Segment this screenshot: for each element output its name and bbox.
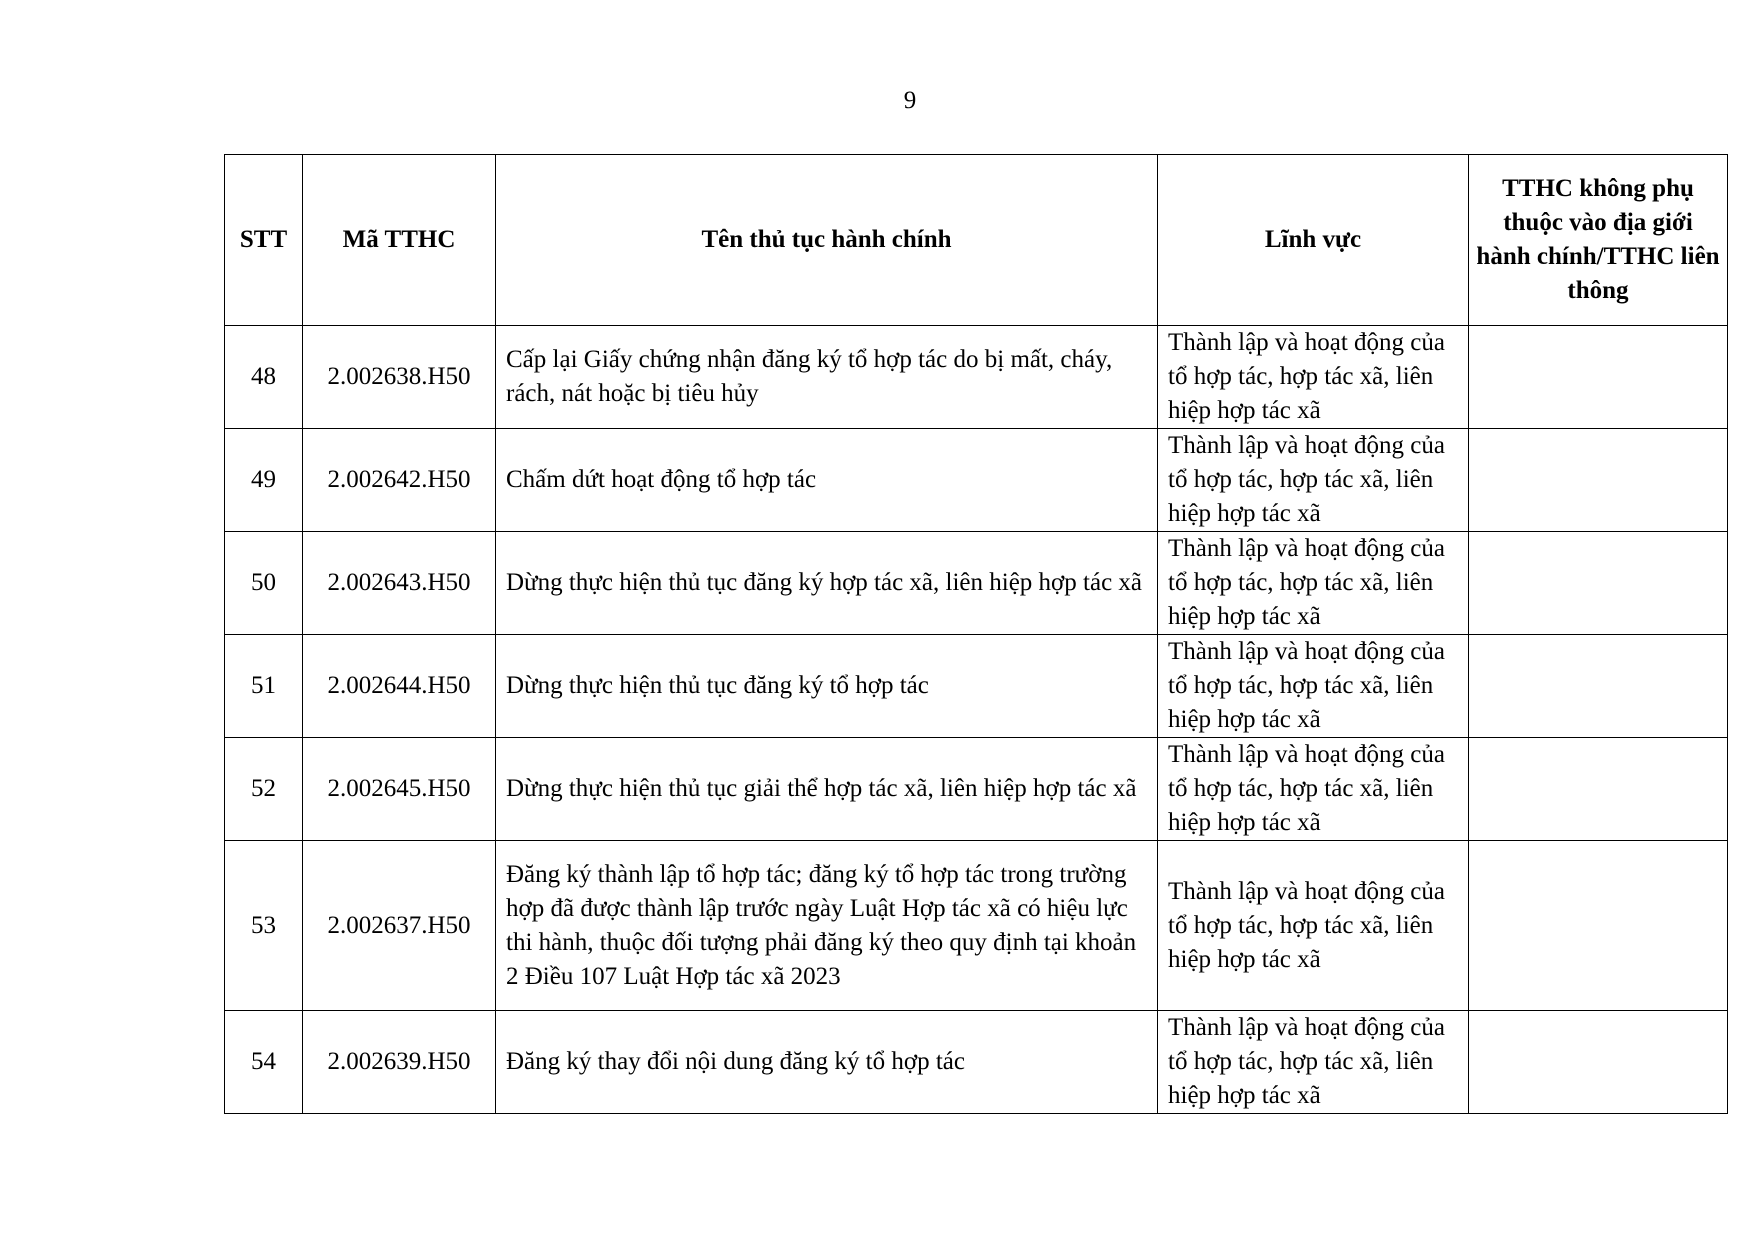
cell-procedure-name: Cấp lại Giấy chứng nhận đăng ký tổ hợp tác do bị mất, cháy, rách, nát hoặc bị tiêu hủy xyxy=(496,326,1158,429)
table-row xyxy=(225,326,1728,429)
cell-code: 2.002643.H50 xyxy=(303,532,496,635)
table-row xyxy=(225,429,1728,532)
page-number: 9 xyxy=(903,87,917,114)
table-row xyxy=(225,532,1728,635)
cell-note xyxy=(1469,326,1728,429)
cell-field: Thành lập và hoạt động của tổ hợp tác, hợp tác xã, liên hiệp hợp tác xã xyxy=(1158,635,1469,738)
cell-field: Thành lập và hoạt động của tổ hợp tác, hợp tác xã, liên hiệp hợp tác xã xyxy=(1158,326,1469,429)
cell-note xyxy=(1469,1011,1728,1114)
cell-stt: 54 xyxy=(225,1011,303,1114)
cell-procedure-name: Dừng thực hiện thủ tục đăng ký hợp tác xã, liên hiệp hợp tác xã xyxy=(496,532,1158,635)
cell-code: 2.002639.H50 xyxy=(303,1011,496,1114)
cell-field: Thành lập và hoạt động của tổ hợp tác, hợp tác xã, liên hiệp hợp tác xã xyxy=(1158,738,1469,841)
cell-note xyxy=(1469,738,1728,841)
cell-stt: 50 xyxy=(225,532,303,635)
cell-procedure-name: Chấm dứt hoạt động tổ hợp tác xyxy=(496,429,1158,532)
cell-field: Thành lập và hoạt động của tổ hợp tác, hợp tác xã, liên hiệp hợp tác xã xyxy=(1158,1011,1469,1114)
header-code: Mã TTHC xyxy=(303,155,496,326)
cell-code: 2.002642.H50 xyxy=(303,429,496,532)
table-row xyxy=(225,738,1728,841)
cell-code: 2.002637.H50 xyxy=(303,841,496,1011)
cell-code: 2.002644.H50 xyxy=(303,635,496,738)
table-row xyxy=(225,841,1728,1011)
cell-note xyxy=(1469,635,1728,738)
cell-note xyxy=(1469,429,1728,532)
header-stt: STT xyxy=(225,155,303,326)
cell-procedure-name: Dừng thực hiện thủ tục đăng ký tổ hợp tác xyxy=(496,635,1158,738)
cell-procedure-name: Đăng ký thành lập tổ hợp tác; đăng ký tổ hợp tác trong trường hợp đã được thành lập trước ngày Luật Hợp tác xã có hiệu lực thi hành, thuộc đối tượng phải đăng ký theo quy định tại khoản 2 Điều 107 Luật Hợp tác xã 2023 xyxy=(496,841,1158,1011)
cell-stt: 48 xyxy=(225,326,303,429)
cell-procedure-name: Đăng ký thay đổi nội dung đăng ký tổ hợp tác xyxy=(496,1011,1158,1114)
procedures-table xyxy=(224,154,1728,1114)
table-row xyxy=(225,1011,1728,1114)
header-procedure-name: Tên thủ tục hành chính xyxy=(496,155,1158,326)
header-field: Lĩnh vực xyxy=(1158,155,1469,326)
cell-field: Thành lập và hoạt động của tổ hợp tác, hợp tác xã, liên hiệp hợp tác xã xyxy=(1158,841,1469,1011)
cell-field: Thành lập và hoạt động của tổ hợp tác, hợp tác xã, liên hiệp hợp tác xã xyxy=(1158,429,1469,532)
cell-code: 2.002645.H50 xyxy=(303,738,496,841)
table-header-row xyxy=(225,155,1728,326)
header-note: TTHC không phụ thuộc vào địa giới hành chính/TTHC liên thông xyxy=(1469,155,1728,326)
cell-procedure-name: Dừng thực hiện thủ tục giải thể hợp tác xã, liên hiệp hợp tác xã xyxy=(496,738,1158,841)
cell-note xyxy=(1469,532,1728,635)
cell-stt: 52 xyxy=(225,738,303,841)
cell-stt: 53 xyxy=(225,841,303,1011)
cell-code: 2.002638.H50 xyxy=(303,326,496,429)
cell-note xyxy=(1469,841,1728,1011)
cell-stt: 49 xyxy=(225,429,303,532)
cell-stt: 51 xyxy=(225,635,303,738)
table-row xyxy=(225,635,1728,738)
cell-field: Thành lập và hoạt động của tổ hợp tác, hợp tác xã, liên hiệp hợp tác xã xyxy=(1158,532,1469,635)
